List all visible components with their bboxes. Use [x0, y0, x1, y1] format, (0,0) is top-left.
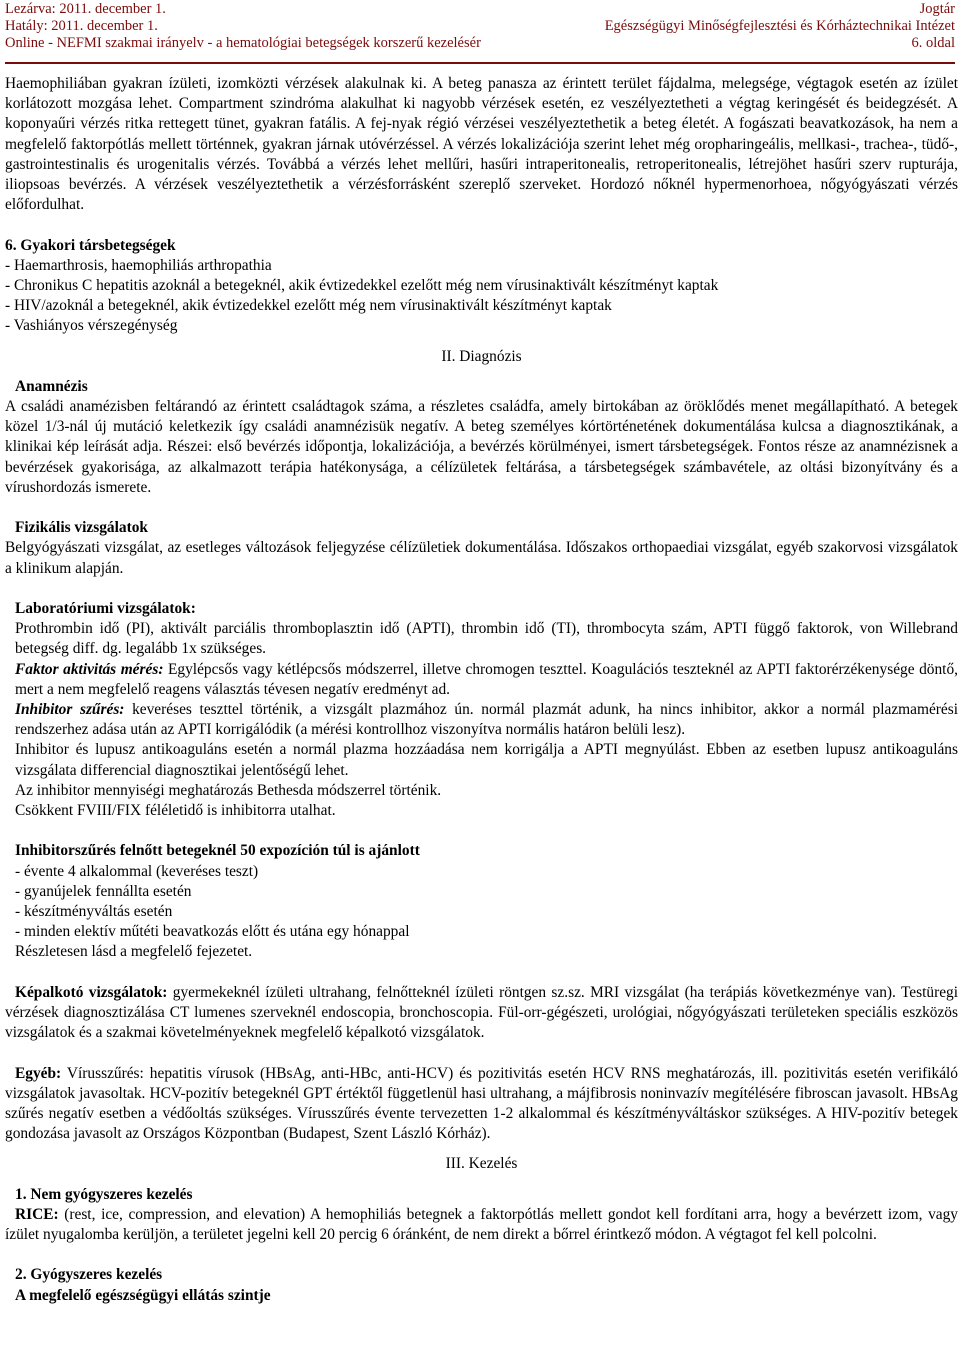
- bethesda-text: Az inhibitor mennyiségi meghatározás Bethesda módszerrel történik.: [15, 781, 442, 799]
- anamnesis-text: A családi anamézisben feltárandó az érintett családtagok száma, a részletes családfa, amely birtokában az öröklődés menet megállapítható. A betegek közel 1/3-nál új mutáció keletkezik így családi anamnézisük negatív. A beteg személyes kórtörténetének dokumentálása kulcsa a diagnosztikának, a klinikai kép leírását adja. Részei: első bevérzés időpontja, lokalizációja, a bevérzés körülményei, ismert társbetegségek. Fontos része az anamnézisnek a bevérzések gyakorisága, az alkalmazott terápia hatékonysága, a célízületek feltárása, a társbetegségek számbavétele, az oltási bizonyítvány és a vírushordozás ismerete.: [5, 398, 958, 496]
- factor-activity-text: Egylépcsős vagy kétlépcsős módszerrel, illetve chromogen teszttel. Koagulációs teszteknél az APTI faktorérzékenysége döntő, mert a nem megfelelő reagens választás tévesen negatív eredményt ad.: [15, 660, 958, 698]
- imaging-label: Képalkotó vizsgálatok:: [15, 983, 168, 1001]
- rice-paragraph: [5, 1205, 958, 1245]
- other-text: Vírusszűrés: hepatitis vírusok (HBsAg, anti-HBc, anti-HCV) és pozitivitás esetén HCV RNS meghatározás, ill. pozitivitás esetén verifikáló vizsgálatok javasoltak. HCV-pozitív betegeknél GPT értéktől függetlenül hasi ultrahang, a májfibrosis noninvazív megítélésére fibroscan javasolt. HBsAg szűrés negatív esetben a védőoltás szükséges. Vírusszűrés évente tervezetten 1-2 alkalommal és készítményváltáskor szükséges. A HIV-pozitív betegek gondozása javasolt az Országos Központban (Budapest, Szent László Kórház).: [5, 1064, 958, 1143]
- header-divider: [5, 62, 955, 64]
- list-item: - gyanújelek fennállta esetén: [15, 882, 192, 900]
- inhibitor-screen-text: keveréses teszttel történik, a vizsgált plazmához ún. normál plazmát adunk, ha nincs inhibitor, akkor a normál plazmamérési rendszerhez adása után az APTI korrigálódik (a mérési kontrollhoz viszonyítva normális határon belüli lesz).: [15, 701, 958, 739]
- list-item: - HIV/azoknál a betegeknél, akik évtizedekkel ezelőtt még nem vírusinaktivált készítményt kaptak: [5, 297, 612, 315]
- list-item: Részletesen lásd a megfelelő fejezetet.: [15, 943, 253, 961]
- header-effective-date: Hatály: 2011. december 1.: [5, 18, 158, 34]
- list-item: - Haemarthrosis, haemophiliás arthropathia: [5, 256, 272, 274]
- drug-treatment-heading: 2. Gyógyszeres kezelés: [15, 1266, 163, 1284]
- anamnesis-heading: Anamnézis: [15, 377, 88, 395]
- inhibitor-screen-paragraph: [5, 700, 958, 740]
- lab-tests-heading: Laboratóriumi vizsgálatok:: [15, 600, 196, 618]
- inhibitor-adult-heading: Inhibitorszűrés felnőtt betegeknél 50 expozíción túl is ajánlott: [15, 842, 420, 860]
- lupus-text: Inhibitor és lupusz antikoaguláns esetén a normál plazma hozzáadása nem korrigálja a APTI megnyúlást. Ebben az esetben lupusz antikoaguláns vizsgálata differencial diagnosztikai jelentőségű lehet.: [15, 741, 958, 779]
- factor-activity-paragraph: [5, 660, 958, 700]
- section-6-heading: 6. Gyakori társbetegségek: [5, 236, 176, 254]
- header-document-title: Online - NEFMI szakmai irányelv - a hematológiai betegségek korszerű kezelésér: [5, 35, 481, 51]
- physical-exam-text: Belgyógyászati vizsgálat, az esetleges változások feljegyzése célízületiek dokumentálása. Időszakos orthopaediai vizsgálat, egyéb szakorvosi vizsgálatok a klinikum alapján.: [5, 539, 958, 577]
- header-page-number: 6. oldal: [911, 35, 955, 51]
- list-item: - Chronikus C hepatitis azoknál a betegeknél, akik évtizedekkel ezelőtt még nem vírusinaktivált készítményt kaptak: [5, 277, 719, 295]
- non-drug-treatment-heading: 1. Nem gyógyszeres kezelés: [15, 1185, 193, 1203]
- physical-exam-heading: Fizikális vizsgálatok: [15, 519, 148, 537]
- list-item: - Vashiányos vérszegénység: [5, 317, 178, 335]
- list-item: - minden elektív műtéti beavatkozás előtt és utána egy hónappal: [15, 923, 410, 941]
- treatment-chapter-heading: III. Kezelés: [445, 1155, 518, 1173]
- other-paragraph: [5, 1064, 958, 1145]
- header-brand: Jogtár: [919, 1, 955, 17]
- header-institute: Egészségügyi Minőségfejlesztési és Kórháztechnikai Intézet: [604, 18, 955, 34]
- comorbidity-list: [5, 256, 958, 337]
- page-header: [5, 1, 955, 52]
- diagnosis-chapter-heading: II. Diagnózis: [441, 347, 522, 365]
- imaging-text: gyermekeknél ízületi ultrahang, felnőtteknél ízületi röntgen sz.sz. MRI vizsgálat (ha terápiás következménye van). Testüregi vérzések diagnosztizálása CT lumenes szerveknél endoscopia, bronchoscopia. Fül-orr-gégészeti, urológiai, nőgyógyászati területeken speciális eszközös vizsgálatok és a szakmai követelményeknek megfelelő képalkotó vizsgálatok.: [5, 983, 958, 1042]
- lab-tests-text: Prothrombin idő (PI), aktivált parciális thromboplasztin idő (APTI), thrombin idő (TI), thrombocyta szám, APTI függő faktorok, von Willebrand betegség diff. dg. legalább 1x szükséges.: [15, 620, 958, 658]
- inhibitor-adult-list: [5, 862, 958, 963]
- rice-text: (rest, ice, compression, and elevation) A hemophiliás betegnek a faktorpótlás mellett gondot kell fordítani arra, hogy a bevérzett izom, vagy ízület nyugalomba kerüljön, a területet jegelni kell 20 percig 6 óránként, de nem direkt a bőrrel érintkező módon. A végtagot fel kell polcolni.: [5, 1205, 958, 1244]
- other-label: Egyéb:: [15, 1064, 62, 1082]
- inhibitor-screen-label: Inhibitor szűrés:: [15, 701, 125, 719]
- list-item: - évente 4 alkalommal (keveréses teszt): [15, 862, 259, 880]
- care-level-heading: A megfelelő egészségügyi ellátás szintje: [15, 1286, 271, 1304]
- intro-paragraph: Haemophiliában gyakran ízületi, izomközti vérzések alakulnak ki. A beteg panasza az érintett terület fájdalma, melegsége, végtagok esetén az ízület korlátozott mozgása lehet. Compartment szindróma alakulhat ki nagyobb vérzések esetén, ez veszélyeztetheti a végtag keringését és beidegzését. A koponyaűri vérzés ritka rettegett tünet, gyakran fatális. A fej-nyak régió vérzései veszélyeztethetik a beteg életét. A fogászati beavatkozások, ha nem a megfelelő faktorpótlás mellett történnek, gyakran járnak utóvérzéssel. A vérzés lokalizációja szerint lehet még oropharingeális, mellkasi-, trachea-, tüdő-, gastrointestinalis és urogenitalis vérzés. Továbbá a vérzés lehet mellűri, hasűri intraperitonealis, retroperitonealis, létrejöhet hasűri szerv rupturája, iliopsoas bevérzés. A vérzések veszélyeztethetik a vérzésforrásként szereplő szerveket. Hordozó nőknél hypermenorhoea, nőgyógyászati vérzés előfordulhat.: [5, 75, 958, 214]
- list-item: - készítményváltás esetén: [15, 903, 173, 921]
- half-life-text: Csökkent FVIII/FIX féléletidő is inhibitorra utalhat.: [15, 802, 336, 820]
- rice-label: RICE:: [15, 1205, 59, 1223]
- document-body: [5, 74, 958, 1306]
- header-closed-date: Lezárva: 2011. december 1.: [5, 1, 166, 17]
- factor-activity-label: Faktor aktivitás mérés:: [15, 660, 164, 678]
- imaging-paragraph: [5, 983, 958, 1044]
